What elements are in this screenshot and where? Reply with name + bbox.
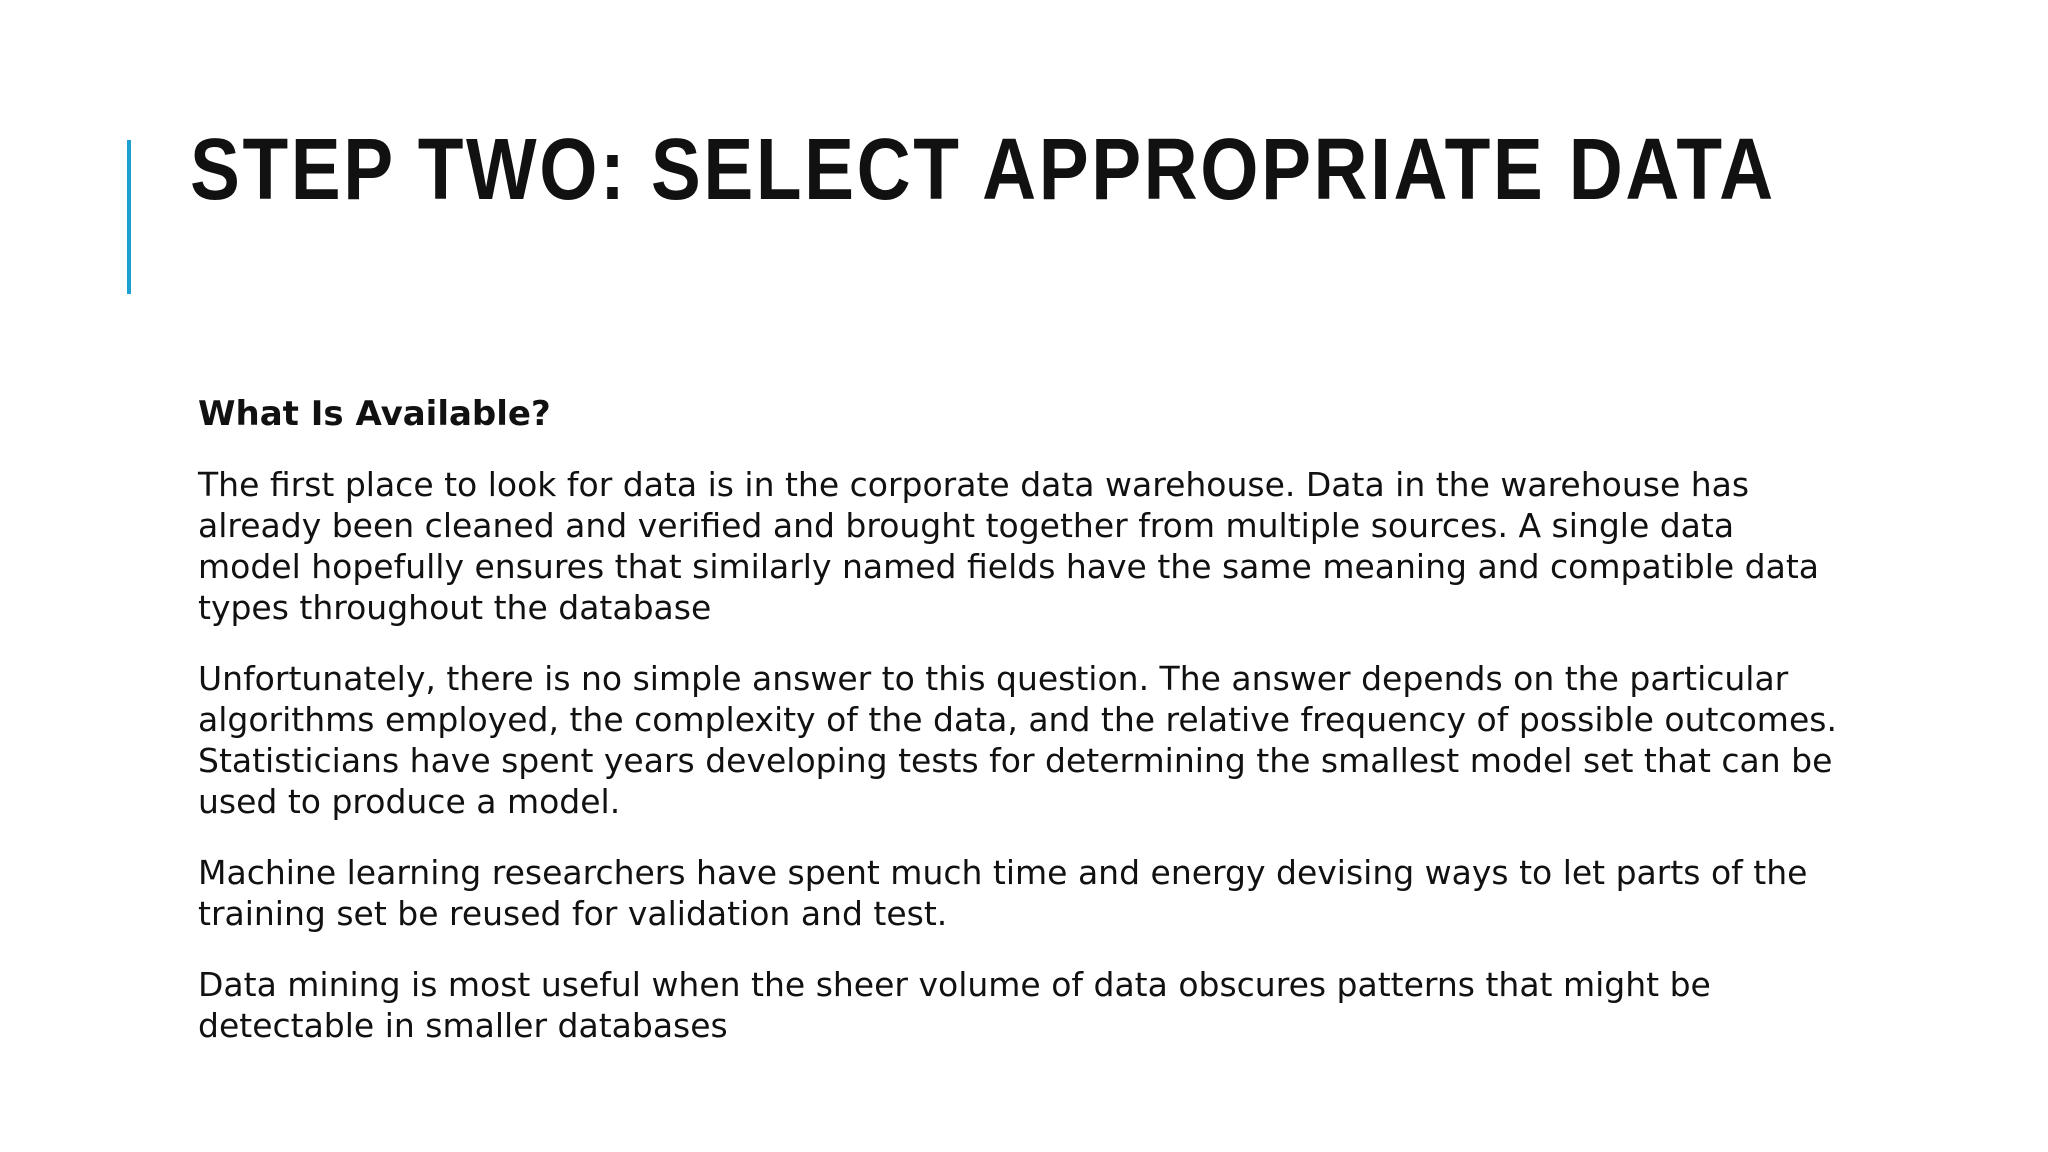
body-paragraph-2: Unfortunately, there is no simple answer to this question. The answer depends on the particular algorithms employed, the complexity of the data, and the relative frequency of possible outcomes. Statisticians have spent years developing tests for determining the smallest model set that can be used to produce a model. [198, 659, 1837, 821]
body-paragraph-3: Machine learning researchers have spent much time and energy devising ways to let parts of the training set be reused for validation and test. [198, 853, 1808, 933]
body-paragraph-4: Data mining is most useful when the sheer volume of data obscures patterns that might be detectable in smaller databases [198, 965, 1711, 1045]
slide-body [198, 392, 1838, 1076]
title-accent-bar [127, 140, 131, 294]
slide-title: STEP TWO: SELECT APPROPRIATE DATA [190, 121, 1776, 218]
section-subheading: What Is Available? [198, 394, 551, 434]
body-paragraph-1: The first place to look for data is in the corporate data warehouse. Data in the warehouse has already been cleaned and verified and brought together from multiple sources. A single data model hopefully ensures that similarly named fields have the same meaning and compatible data types throughout the database [198, 465, 1820, 627]
